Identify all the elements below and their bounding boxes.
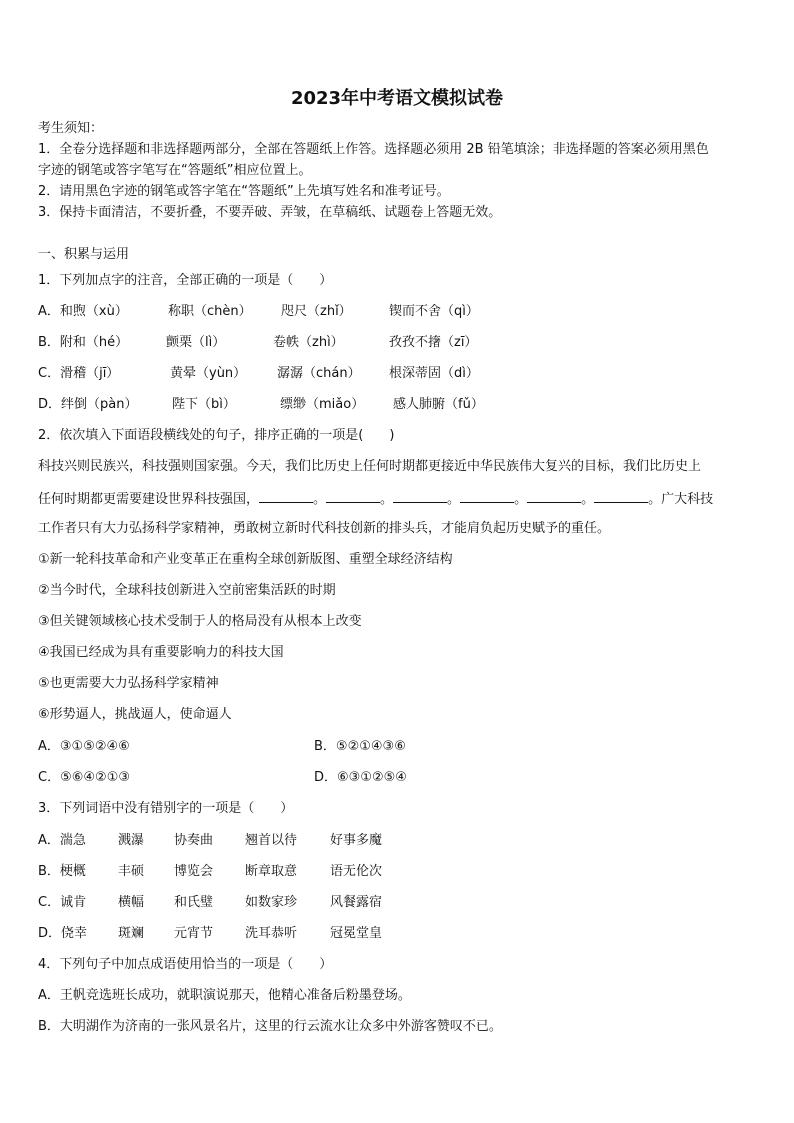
- fill-blank-2[interactable]: [326, 490, 380, 503]
- q2-option-b[interactable]: B．⑤②①④③⑥: [314, 739, 406, 754]
- q2-passage-line: 科技兴则民族兴，科技强则国家强。今天，我们比历史上任何时期都更接近中华民族伟大复兴的目标，我们比历史上: [38, 459, 702, 474]
- question-2-stem: 2．依次填入下面语段横线处的句子，排序正确的一项是( ): [38, 428, 395, 443]
- q2-sentence: ②当今时代，全球科技创新进入空前密集活跃的时期: [38, 583, 336, 598]
- q3-option-d-word5: 冠冕堂皇: [330, 926, 383, 941]
- q3-option-b-word5: 语无伦次: [330, 864, 383, 879]
- q3-option-c-word1: C．诚肯: [38, 895, 87, 910]
- q3-option-d-word4: 洗耳恭听: [245, 926, 298, 941]
- q2-sentence: ⑤也更需要大力弘扬科学家精神: [38, 676, 219, 691]
- q3-option-a-word4: 翘首以待: [245, 833, 298, 848]
- q1-option-d-word3: 缥缈（miǎo）: [280, 397, 365, 412]
- q3-option-b-word1: B．梗概: [38, 864, 86, 879]
- q1-option-d-word2: 陛下（bì）: [172, 397, 236, 412]
- q1-option-c-word2: 黄晕（yùn）: [170, 366, 247, 381]
- notice-line: 1．全卷分选择题和非选择题两部分，全部在答题纸上作答。选择题必须用 2B 铅笔填涂；非选择题的答案必须用黑色: [38, 142, 709, 157]
- notice-heading: 考生须知：: [38, 121, 104, 136]
- q2-passage-line: [38, 490, 713, 508]
- q1-option-b-word4: 孜孜不撦（zī）: [389, 335, 478, 350]
- q3-option-d-word3: 元宵节: [174, 926, 214, 941]
- q2-option-a[interactable]: A．③①⑤②④⑥: [38, 739, 130, 754]
- q3-option-c-word2: 横幅: [118, 895, 145, 910]
- q3-option-b-word3: 博览会: [174, 864, 214, 879]
- blank-separator: 。: [514, 492, 528, 507]
- notice-line: 字迹的钢笔或答字笔写在“答题纸”相应位置上。: [38, 163, 312, 178]
- q3-option-a-word2: 溅瀑: [118, 833, 145, 848]
- question-4-stem: 4．下列句子中加点成语使用恰当的一项是（ ）: [38, 957, 333, 972]
- q2-sentence: ③但关键领域核心技术受制于人的格局没有从根本上改变: [38, 614, 362, 629]
- q2-sentence: ⑥形势逼人，挑战逼人，使命逼人: [38, 707, 232, 722]
- q1-option-a-word2: 称职（chèn）: [168, 304, 252, 319]
- q1-option-b-word1: B．附和（hé）: [38, 335, 129, 350]
- q2-passage-start: 任何时期都更需要建设世界科技强国，: [38, 492, 260, 507]
- blank-separator: 。: [581, 492, 595, 507]
- q3-option-d-word1: D．侥幸: [38, 926, 88, 941]
- q1-option-d-word1: D．绊倒（pàn）: [38, 397, 138, 412]
- question-3-stem: 3．下列词语中没有错别字的一项是（ ）: [38, 801, 294, 816]
- notice-line: 2．请用黑色字迹的钢笔或答字笔在“答题纸”上先填写姓名和准考证号。: [38, 184, 450, 199]
- q1-option-c-word4: 根深蒂固（dì）: [389, 366, 479, 381]
- notice-line: 3．保持卡面清洁，不要折叠，不要弄破、弄皱，在草稿纸、试题卷上答题无效。: [38, 205, 502, 220]
- q1-option-c-word3: 潺潺（chán）: [277, 366, 361, 381]
- q3-option-b-word4: 断章取意: [245, 864, 298, 879]
- q1-option-d-word4: 感人肺腑（fǔ）: [393, 397, 484, 412]
- q1-option-a-word3: 咫尺（zhǐ）: [281, 304, 352, 319]
- fill-blank-3[interactable]: [393, 490, 447, 503]
- page-title: 2023年中考语文模拟试卷: [290, 88, 504, 109]
- q3-option-d-word2: 斑斓: [118, 926, 145, 941]
- q3-option-b-word2: 丰硕: [118, 864, 145, 879]
- q2-sentence: ④我国已经成为具有重要影响力的科技大国: [38, 645, 284, 660]
- q1-option-b-word3: 卷帙（zhì）: [273, 335, 344, 350]
- q2-option-c[interactable]: C．⑤⑥④②①③: [38, 770, 131, 785]
- fill-blank-1[interactable]: [259, 490, 313, 503]
- q2-passage-end: 。广大科技: [648, 492, 714, 507]
- q1-option-a-word4: 锲而不舍（qì）: [389, 304, 479, 319]
- q2-sentence: ①新一轮科技革命和产业变革正在重构全球创新版图、重塑全球经济结构: [38, 552, 453, 567]
- q2-option-d[interactable]: D．⑥③①②⑤④: [314, 770, 407, 785]
- q3-option-a-word5: 好事多魔: [330, 833, 383, 848]
- q3-option-c-word3: 和氏璧: [174, 895, 214, 910]
- blank-separator: 。: [380, 492, 394, 507]
- section-heading: 一、积累与运用: [38, 247, 130, 262]
- q3-option-c-word4: 如数家珍: [245, 895, 298, 910]
- fill-blank-4[interactable]: [460, 490, 514, 503]
- fill-blank-5[interactable]: [527, 490, 581, 503]
- q2-passage-line: 工作者只有大力弘扬科学家精神，勇敢树立新时代科技创新的排头兵，才能肩负起历史赋予的重任。: [38, 521, 611, 536]
- q3-option-c-word5: 风餐露宿: [330, 895, 383, 910]
- q1-option-a-word1: A．和煦（xù）: [38, 304, 128, 319]
- q1-option-c-word1: C．滑稽（jī）: [38, 366, 120, 381]
- q4-option-a[interactable]: A．王帆竞选班长成功，就职演说那天，他精心准备后粉墨登场。: [38, 988, 411, 1003]
- q4-option-b[interactable]: B．大明湖作为济南的一张风景名片，这里的行云流水让众多中外游客赞叹不已。: [38, 1019, 502, 1034]
- q3-option-a-word3: 协奏曲: [174, 833, 214, 848]
- question-1-stem: 1．下列加点字的注音，全部正确的一项是（ ）: [38, 273, 333, 288]
- q3-option-a-word1: A．湍急: [38, 833, 86, 848]
- fill-blank-6[interactable]: [594, 490, 648, 503]
- blank-separator: 。: [313, 492, 327, 507]
- q1-option-b-word2: 颤栗（lì）: [166, 335, 226, 350]
- blank-separator: 。: [447, 492, 461, 507]
